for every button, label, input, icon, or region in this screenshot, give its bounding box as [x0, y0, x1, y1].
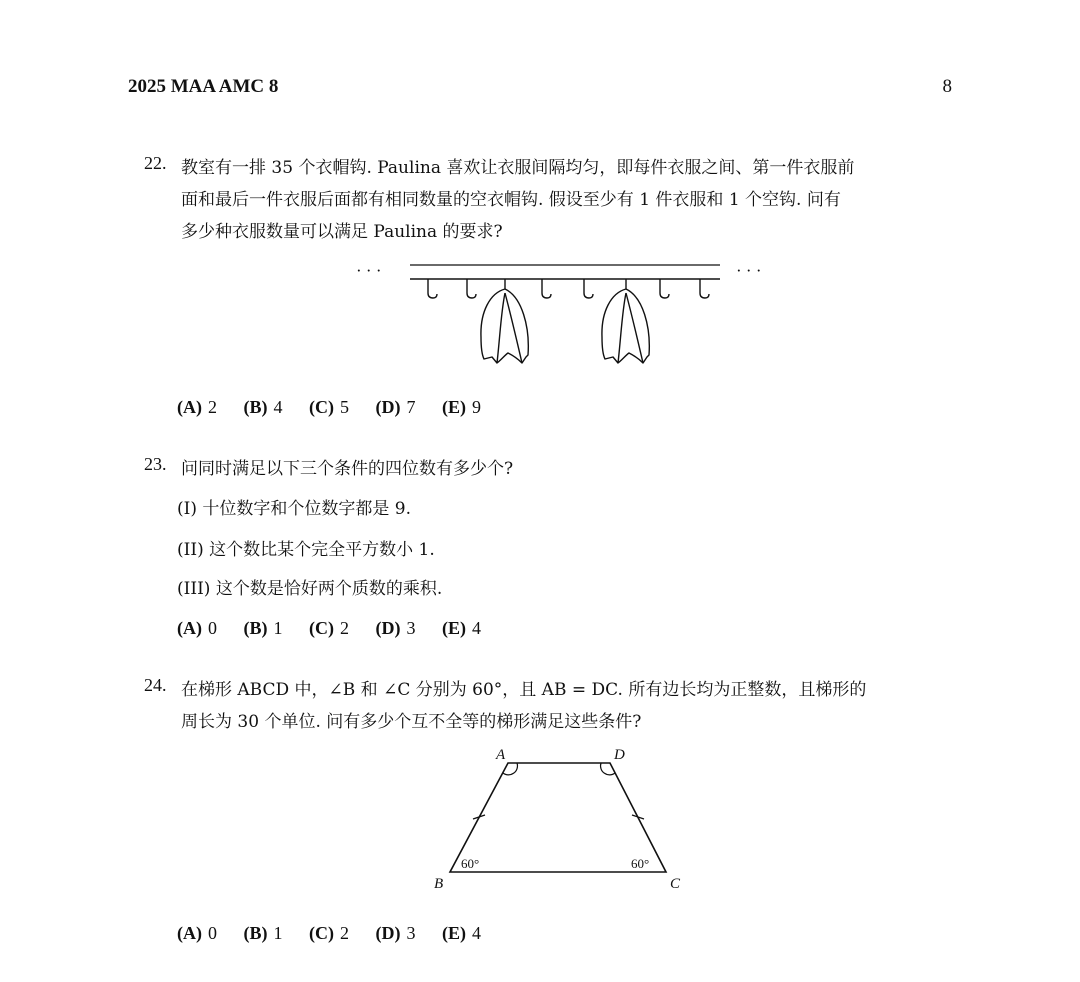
choice-b[interactable]	[244, 397, 283, 418]
condition-3: (III) 这个数是恰好两个质数的乘积.	[177, 579, 443, 599]
choice-label: (D)	[375, 923, 401, 943]
problem-text-line: 教室有一排 35 个衣帽钩. Paulina 喜欢让衣服间隔均匀，即每件衣服之间、第一件衣服前	[181, 158, 855, 178]
hook-icon	[584, 279, 593, 298]
hooks	[428, 279, 709, 298]
ellipsis-right: · · ·	[736, 261, 762, 280]
choice-value: 2	[208, 397, 217, 417]
problem-24	[144, 675, 954, 955]
answer-choices	[177, 397, 503, 418]
hook-icon	[660, 279, 669, 298]
contest-title: 2025 MAA AMC 8	[128, 76, 279, 97]
choice-value: 3	[406, 618, 416, 638]
choice-d[interactable]	[376, 923, 416, 944]
vertex-label-a: A	[496, 747, 506, 763]
hook-icon	[542, 279, 551, 298]
problem-23	[144, 454, 954, 644]
choice-b[interactable]	[244, 618, 283, 639]
choice-label: (C)	[309, 618, 334, 638]
ellipsis-left: · · ·	[356, 261, 382, 280]
problem-text-line: 在梯形 ABCD 中，∠B 和 ∠C 分别为 60°，且 AB = DC. 所有边长均为正整数，且梯形的	[181, 680, 867, 700]
problem-number: 24.	[144, 675, 167, 695]
choice-value: 4	[472, 618, 481, 638]
hook-icon	[700, 279, 709, 298]
choice-label: (A)	[177, 618, 202, 638]
choice-label: (D)	[375, 618, 401, 638]
choice-value: 1	[273, 618, 283, 638]
vertex-label-b: B	[434, 876, 444, 891]
choice-value: 2	[340, 618, 349, 638]
choice-label: (B)	[243, 397, 268, 417]
problem-text-line: 问同时满足以下三个条件的四位数有多少个?	[181, 459, 514, 479]
problem-number: 23.	[144, 454, 167, 474]
choice-e[interactable]	[442, 618, 481, 639]
choice-value: 7	[406, 397, 416, 417]
vertex-label-d: D	[614, 747, 625, 763]
choice-label: (C)	[309, 923, 334, 943]
page-header	[128, 76, 952, 100]
choice-d[interactable]	[376, 618, 416, 639]
choice-value: 1	[273, 923, 283, 943]
angle-label-b: 60°	[461, 856, 480, 871]
coat-hooks-figure	[350, 257, 790, 372]
choice-value: 4	[273, 397, 283, 417]
choice-label: (E)	[442, 397, 466, 417]
choice-value: 3	[406, 923, 416, 943]
choice-value: 0	[208, 923, 217, 943]
choice-c[interactable]	[309, 923, 349, 944]
choice-value: 9	[472, 397, 481, 417]
choice-label: (C)	[309, 397, 334, 417]
choice-label: (A)	[177, 923, 202, 943]
hook-icon	[428, 279, 437, 298]
choice-value: 0	[208, 618, 217, 638]
choice-label: (B)	[243, 618, 268, 638]
choice-label: (D)	[375, 397, 401, 417]
choice-e[interactable]	[442, 923, 481, 944]
choice-e[interactable]	[442, 397, 481, 418]
problem-number: 22.	[144, 153, 167, 173]
problem-text-line: 周长为 30 个单位. 问有多少个互不全等的梯形满足这些条件?	[181, 712, 642, 732]
choice-a[interactable]	[177, 923, 217, 944]
problem-text-line: 面和最后一件衣服后面都有相同数量的空衣帽钩. 假设至少有 1 件衣服和 1 个空钩. 问有	[181, 190, 841, 210]
choice-value: 2	[340, 923, 349, 943]
choice-label: (E)	[442, 923, 466, 943]
choice-label: (B)	[243, 923, 268, 943]
choice-c[interactable]	[309, 618, 349, 639]
choice-value: 4	[472, 923, 481, 943]
choice-value: 5	[340, 397, 349, 417]
condition-2: (II) 这个数比某个完全平方数小 1.	[177, 540, 435, 560]
trapezoid-figure	[434, 741, 714, 891]
choice-a[interactable]	[177, 618, 217, 639]
coat-icon	[602, 279, 649, 363]
condition-1: (I) 十位数字和个位数字都是 9.	[177, 499, 412, 519]
choice-c[interactable]	[309, 397, 349, 418]
choice-b[interactable]	[244, 923, 283, 944]
choice-d[interactable]	[376, 397, 416, 418]
answer-choices	[177, 618, 503, 639]
choice-label: (A)	[177, 397, 202, 417]
vertex-label-c: C	[670, 876, 681, 891]
choice-a[interactable]	[177, 397, 217, 418]
hook-icon	[467, 279, 476, 298]
answer-choices	[177, 923, 503, 944]
problem-text-line: 多少种衣服数量可以满足 Paulina 的要求?	[181, 222, 503, 242]
problem-22	[144, 153, 954, 428]
coat-icon	[481, 279, 528, 363]
choice-label: (E)	[442, 618, 466, 638]
angle-label-c: 60°	[631, 856, 650, 871]
page-number: 8	[942, 76, 952, 97]
